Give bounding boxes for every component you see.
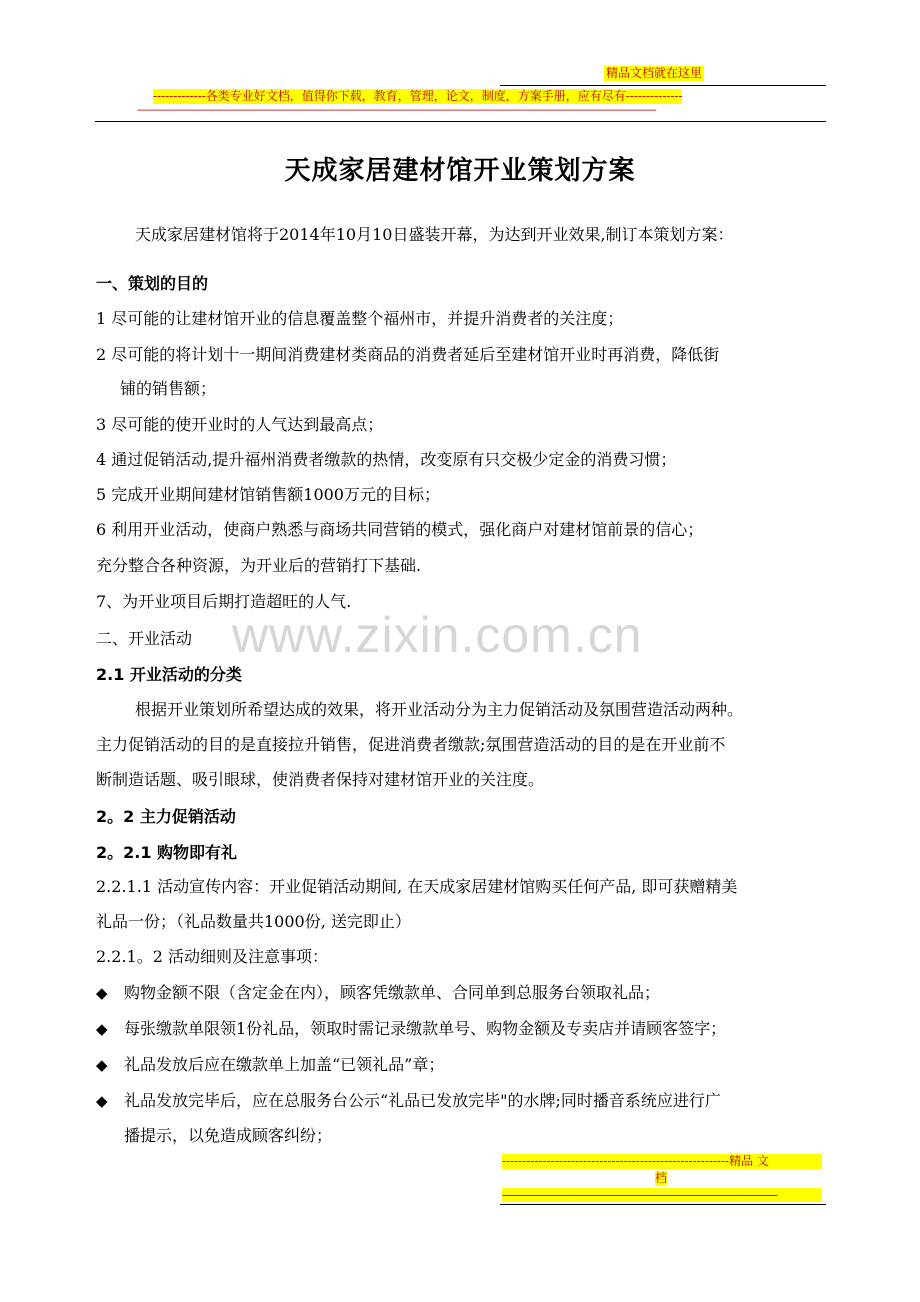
- intro-paragraph: 天成家居建材馆将于2014年10月10日盛装开幕，为达到开业效果,制订本策划方案：: [135, 225, 734, 244]
- watermark: www.zixin.com.cn: [232, 607, 643, 663]
- document-title: 天成家居建材馆开业策划方案: [284, 156, 636, 186]
- subsection-2-1-paragraph: 断制造话题、吸引眼球，使消费者保持对建材馆开业的关注度。: [96, 770, 545, 789]
- section1-item: 充分整合各种资源，为开业后的营销打下基础.: [96, 556, 422, 575]
- header-dash-line: --------------------------------------------------------------------------------------------------------------------------------------------------------------------------------------------------------------------------: [137, 106, 656, 116]
- subsection-2-1-paragraph: 根据开业策划所希望达成的效果，将开业活动分为主力促销活动及氛围营造活动两种。: [135, 700, 744, 719]
- header-banner: -------------各类专业好文档，值得你下载，教育，管理，论文，制度，方案手册，应有尽有--------------: [153, 89, 683, 103]
- subsection-2-2-heading: 2。2 主力促销活动: [96, 807, 236, 826]
- header-top-text: 精品文档就在这里: [606, 66, 703, 80]
- bullet-item: 播提示，以免造成顾客纠纷；: [124, 1126, 333, 1145]
- section1-item: 4 通过促销活动,提升福州消费者缴款的热情，改变原有只交极少定金的消费习惯；: [96, 450, 677, 469]
- subsection-2-1-heading: 2.1 开业活动的分类: [96, 665, 242, 684]
- section1-item: 5 完成开业期间建材馆销售额1000万元的目标；: [96, 485, 440, 504]
- section1-item: 3 尽可能的使开业时的人气达到最高点；: [96, 415, 384, 434]
- section2-heading: 二、开业活动: [96, 629, 193, 648]
- header-top-rule: [500, 85, 826, 86]
- section1-item: 6 利用开业活动，使商户熟悉与商场共同营销的模式，强化商户对建材馆前景的信心；: [96, 520, 704, 539]
- section1-item: 7、为开业项目后期打造超旺的人气.: [96, 592, 352, 611]
- bullet-item: 每张缴款单限领1份礼品，领取时需记录缴款单号、购物金额及专卖店并请顾客签字；: [124, 1019, 727, 1038]
- bullet-item: 礼品发放后应在缴款单上加盖“已领礼品”章；: [124, 1055, 445, 1074]
- paragraph-2-2-1-2: 2.2.1。2 活动细则及注意事项：: [96, 947, 328, 966]
- bullet-diamond-icon: ◆: [96, 1020, 108, 1038]
- paragraph-2-2-1-1: 礼品一份；（礼品数量共1000份, 送完即止）: [96, 912, 411, 931]
- section1-item: 2 尽可能的将计划十一期间消费建材类商品的消费者延后至建材馆开业时再消费，降低街: [96, 345, 720, 364]
- footer-line2: 档: [655, 1171, 668, 1185]
- footer-box: [500, 1150, 826, 1206]
- subsection-2-1-paragraph: 主力促销活动的目的是直接拉升销售，促进消费者缴款;氛围营造活动的目的是在开业前不: [96, 735, 726, 754]
- footer-line1: --------------------------------------------------------精品 文: [502, 1154, 822, 1169]
- footer-line3: ------------------------------------------------------------------------------------------: [502, 1188, 822, 1202]
- header-rule: [95, 121, 826, 122]
- section1-item: 1 尽可能的让建材馆开业的信息覆盖整个福州市，并提升消费者的关注度；: [96, 309, 624, 328]
- section1-heading: 一、策划的目的: [96, 274, 209, 293]
- bullet-item: 礼品发放完毕后，应在总服务台公示“礼品已发放完毕"的水牌;同时播音系统应进行广: [124, 1091, 721, 1110]
- bullet-diamond-icon: ◆: [96, 984, 108, 1002]
- bullet-diamond-icon: ◆: [96, 1092, 108, 1110]
- subsection-2-2-1-heading: 2。2.1 购物即有礼: [96, 843, 238, 862]
- footer-rule: [500, 1204, 826, 1205]
- paragraph-2-2-1-1: 2.2.1.1 活动宣传内容：开业促销活动期间, 在天成家居建材馆购买任何产品, 即可获赠精美: [96, 877, 738, 896]
- section1-item: 铺的销售额；: [120, 379, 217, 398]
- bullet-diamond-icon: ◆: [96, 1056, 108, 1074]
- bullet-item: 购物金额不限（含定金在内），顾客凭缴款单、合同单到总服务台领取礼品；: [124, 983, 661, 1002]
